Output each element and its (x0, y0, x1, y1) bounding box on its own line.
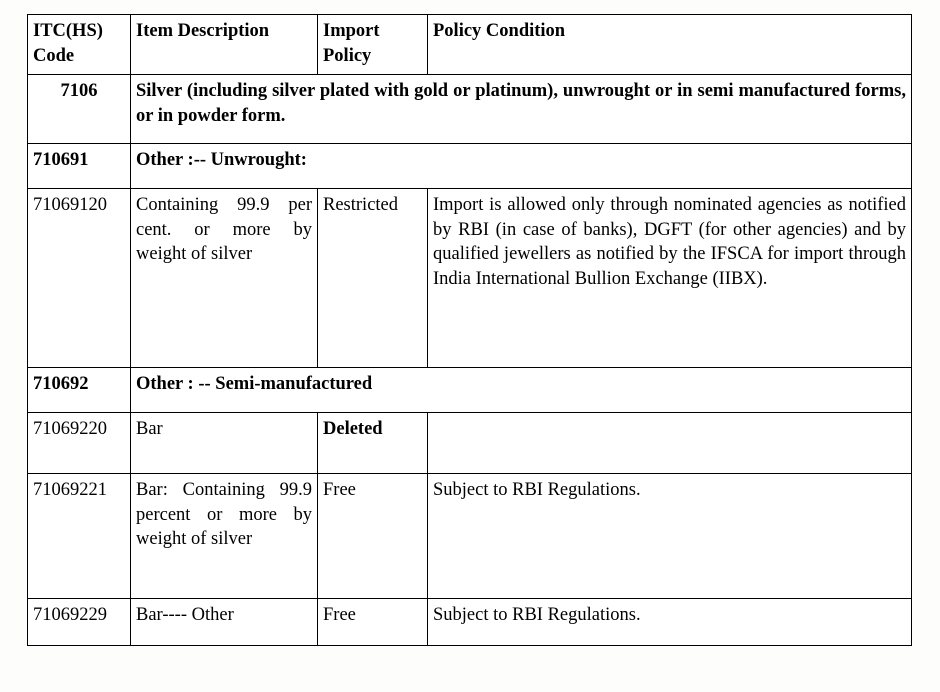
table-row (28, 189, 912, 368)
table-row (28, 75, 912, 144)
cell-policy-condition: Import is allowed only through nominated agencies as notified by RBI (in case of banks), DGFT (for other agencies) and by qualified jewellers as notified by the IFSCA for import through India International Bullion Exchange (IIBX). (428, 189, 912, 368)
cell-code: 71069229 (28, 599, 131, 646)
table-row (28, 599, 912, 646)
cell-code: 7106 (28, 75, 131, 144)
cell-policy-condition: Subject to RBI Regulations. (428, 599, 912, 646)
cell-code: 71069221 (28, 474, 131, 599)
itc-hs-policy-table (27, 14, 912, 646)
column-header-itc-hs-code: ITC(HS) Code (28, 15, 131, 75)
cell-description-merged: Other :-- Unwrought: (131, 144, 912, 189)
table-header-row (28, 15, 912, 75)
cell-code: 71069220 (28, 413, 131, 474)
cell-description-merged: Silver (including silver plated with gold or platinum), unwrought or in semi manufactured forms, or in powder form. (131, 75, 912, 144)
cell-import-policy: Deleted (318, 413, 428, 474)
cell-code: 710691 (28, 144, 131, 189)
cell-import-policy: Restricted (318, 189, 428, 368)
cell-description: Bar---- Other (131, 599, 318, 646)
table-row (28, 144, 912, 189)
cell-code: 71069120 (28, 189, 131, 368)
cell-code: 710692 (28, 368, 131, 413)
cell-import-policy: Free (318, 599, 428, 646)
table-row (28, 413, 912, 474)
cell-policy-condition (428, 413, 912, 474)
cell-policy-condition: Subject to RBI Regulations. (428, 474, 912, 599)
column-header-import-policy: Import Policy (318, 15, 428, 75)
cell-description: Bar: Containing 99.9 percent or more by weight of silver (131, 474, 318, 599)
column-header-policy-condition: Policy Condition (428, 15, 912, 75)
cell-import-policy: Free (318, 474, 428, 599)
column-header-item-description: Item Description (131, 15, 318, 75)
cell-description: Containing 99.9 per cent. or more by weight of silver (131, 189, 318, 368)
table-row (28, 368, 912, 413)
cell-description-merged: Other : -- Semi-manufactured (131, 368, 912, 413)
table-row (28, 474, 912, 599)
cell-description: Bar (131, 413, 318, 474)
